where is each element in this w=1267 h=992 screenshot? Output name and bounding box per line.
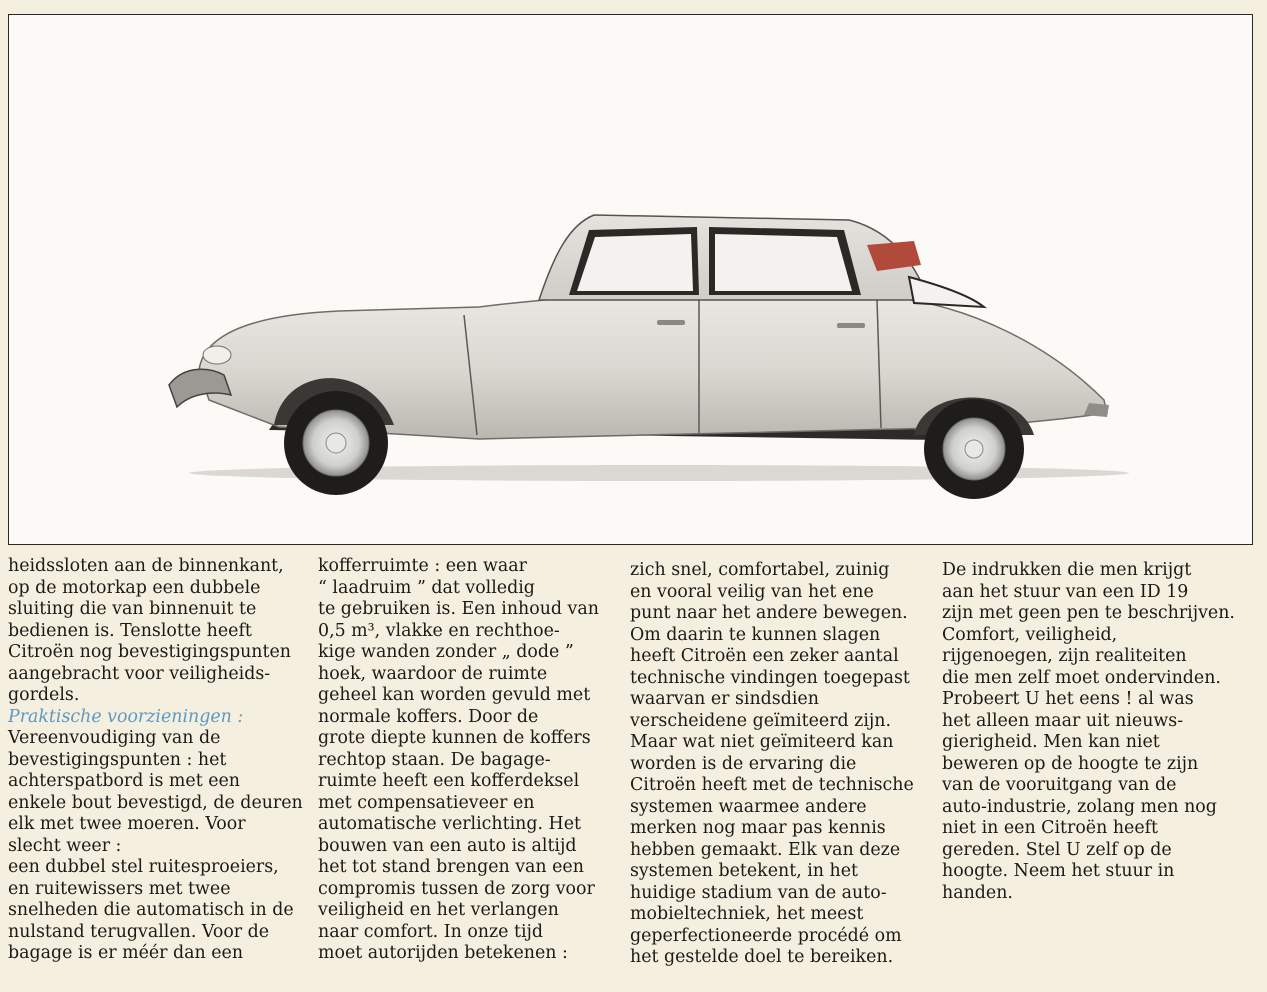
text-line: Om daarin te kunnen slagen: [630, 624, 881, 645]
text-column-2: [318, 556, 599, 965]
text-line: rechtop staan. De bagage-: [318, 749, 551, 770]
car-photo: [8, 14, 1253, 545]
text-line: bagage is er méér dan een: [8, 943, 244, 963]
text-line: gierigheid. Men kan niet: [942, 732, 1160, 752]
text-line: en vooral veilig van het ene: [630, 581, 874, 602]
text-line: beweren op de hoogte te zijn: [942, 753, 1199, 774]
text-line: zich snel, comfortabel, zuinig: [630, 560, 890, 580]
text-line: hebben gemaakt. Elk van deze: [630, 839, 901, 860]
text-line: auto-industrie, zolang men nog: [942, 796, 1217, 817]
text-line: niet in een Citroën heeft: [942, 818, 1159, 838]
text-line: compromis tussen de zorg voor: [318, 878, 595, 899]
text-line: automatische verlichting. Het: [318, 814, 581, 834]
text-line: Maar wat niet geïmiteerd kan: [630, 732, 894, 752]
text-line: op de motorkap een dubbele: [8, 577, 261, 598]
text-line: en ruitewissers met twee: [8, 878, 231, 899]
article-text: [8, 556, 1258, 986]
text-line: Citroën nog bevestigingspunten: [8, 642, 291, 662]
text-line: van de vooruitgang van de: [942, 775, 1177, 795]
text-line: technische vindingen toegepast: [630, 667, 910, 688]
text-line: bevestigingspunten : het: [8, 749, 227, 770]
text-line: slecht weer :: [8, 835, 122, 856]
text-line: verscheidene geïmiteerd zijn.: [630, 710, 892, 731]
text-line: merken nog maar pas kennis: [630, 818, 886, 838]
text-line: Citroën heeft met de technische: [630, 775, 914, 795]
text-column-4: [942, 560, 1235, 904]
text-line: sluiting die van binnenuit te: [8, 599, 257, 619]
text-line: het alleen maar uit nieuws-: [942, 710, 1184, 731]
text-line: Probeert U het eens ! al was: [942, 689, 1194, 709]
text-line: het tot stand brengen van een: [318, 857, 584, 877]
text-line: zijn met geen pen te beschrijven.: [942, 603, 1235, 623]
text-line: elk met twee moeren. Voor: [8, 814, 246, 834]
text-line: heeft Citroën een zeker aantal: [630, 646, 899, 666]
text-line: met compensatieveer en: [318, 792, 535, 813]
text-line: veiligheid en het verlangen: [318, 900, 559, 920]
text-line: achterspatbord is met een: [8, 771, 240, 791]
car-illustration: [9, 15, 1252, 544]
text-line: rijgenoegen, zijn realiteiten: [942, 646, 1187, 666]
text-column-3: [630, 560, 914, 969]
text-line: snelheden die automatisch in de: [8, 900, 294, 920]
text-line: aan het stuur van een ID 19: [942, 581, 1189, 602]
text-line: worden is de ervaring die: [630, 753, 857, 774]
text-line: heidssloten aan de binnenkant,: [8, 556, 284, 576]
text-column-1: [8, 556, 303, 965]
text-line: gordels.: [8, 685, 80, 705]
text-line: die men zelf moet ondervinden.: [942, 667, 1221, 688]
text-line: gereden. Stel U zelf op de: [942, 839, 1172, 860]
text-line: 0,5 m³, vlakke en rechthoe-: [318, 620, 560, 641]
text-line: bouwen van een auto is altijd: [318, 835, 577, 856]
text-line: te gebruiken is. Een inhoud van: [318, 599, 599, 619]
text-line: hoek, waardoor de ruimte: [318, 663, 548, 684]
text-line: bedienen is. Tenslotte heeft: [8, 620, 252, 641]
section-heading: Praktische voorzieningen :: [8, 706, 244, 727]
text-line: kige wanden zonder „ dode ”: [318, 642, 574, 662]
text-line: enkele bout bevestigd, de deuren: [8, 792, 303, 813]
text-line: normale koffers. Door de: [318, 706, 539, 727]
text-line: systemen betekent, in het: [630, 861, 859, 881]
text-line: huidige stadium van de auto-: [630, 882, 887, 903]
text-line: grote diepte kunnen de koffers: [318, 728, 591, 748]
text-line: naar comfort. In onze tijd: [318, 921, 544, 942]
text-line: punt naar het andere bewegen.: [630, 603, 908, 623]
text-line: een dubbel stel ruitesproeiers,: [8, 857, 279, 877]
text-line: waarvan er sindsdien: [630, 689, 819, 709]
text-line: systemen waarmee andere: [630, 796, 867, 817]
text-line: nulstand terugvallen. Voor de: [8, 921, 270, 942]
text-line: moet autorijden betekenen :: [318, 943, 568, 963]
text-line: geperfectioneerde procédé om: [630, 925, 902, 946]
text-line: kofferruimte : een waar: [318, 556, 527, 576]
text-line: De indrukken die men krijgt: [942, 560, 1192, 580]
text-line: aangebracht voor veiligheids-: [8, 663, 271, 684]
text-line: geheel kan worden gevuld met: [318, 685, 591, 705]
text-line: “ laadruim ” dat volledig: [318, 577, 535, 598]
text-line: mobieltechniek, het meest: [630, 904, 864, 924]
text-line: Comfort, veiligheid,: [942, 624, 1118, 645]
text-line: ruimte heeft een kofferdeksel: [318, 771, 580, 791]
text-line: handen.: [942, 882, 1013, 903]
text-line: hoogte. Neem het stuur in: [942, 861, 1175, 881]
text-line: het gestelde doel te bereiken.: [630, 947, 894, 967]
text-line: Vereenvoudiging van de: [8, 728, 221, 748]
